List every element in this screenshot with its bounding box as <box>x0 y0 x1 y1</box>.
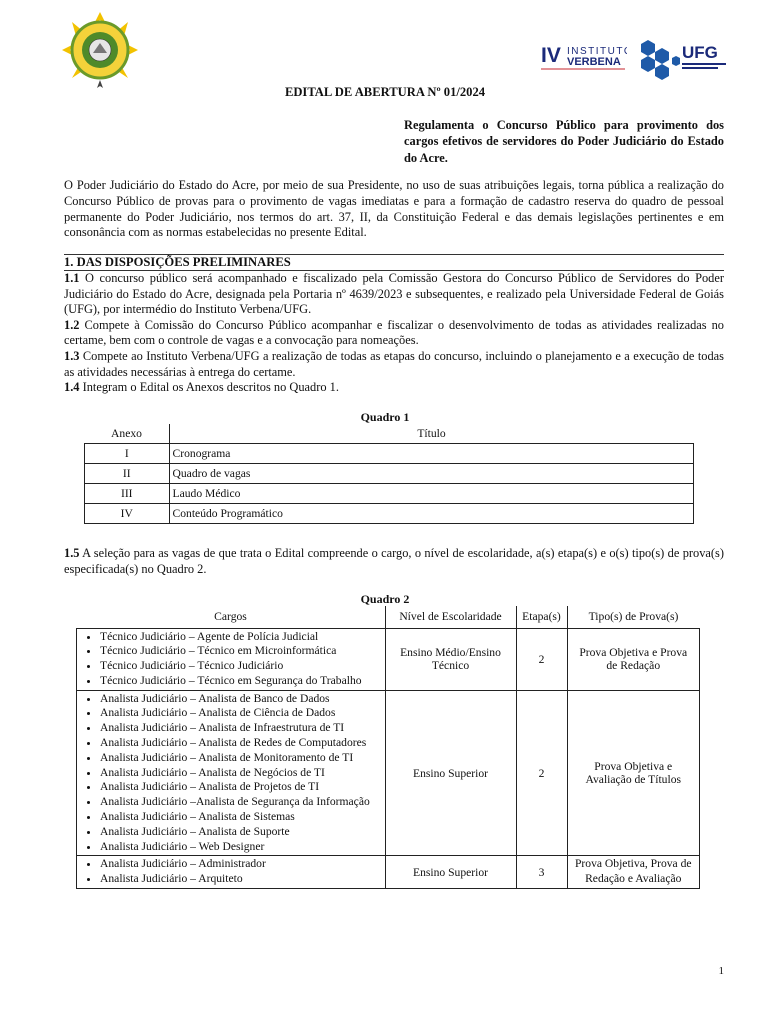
table-row <box>77 628 700 690</box>
anexo-cell: III <box>85 484 170 504</box>
item-number: 1.4 <box>64 380 80 395</box>
item-text: O concurso público será acompanhado e fiscalizado pela Comissão Gestora do Concurso Público de Servidores do Poder Judiciário do Estado do Acre, designada pela Portaria nº 4639/2023 e subsequentes, e realizado pela Universidade Federal de Goiás (UFG), por intermédio do Instituto Verbena/UFG. <box>64 271 724 317</box>
table-row <box>85 444 694 464</box>
header-tipo: Tipo(s) de Prova(s) <box>567 606 700 628</box>
tipo-cell: Prova Objetiva, Prova de Redação e Avaliação <box>567 856 700 889</box>
nivel-cell: Ensino Superior <box>385 690 516 856</box>
tipo-cell: Prova Objetiva e Prova de Redação <box>567 628 700 690</box>
item-1-2 <box>64 318 724 349</box>
etapas-cell: 2 <box>516 628 567 690</box>
titulo-cell: Conteúdo Programático <box>169 504 694 524</box>
nivel-cell: Ensino Superior <box>385 856 516 889</box>
list-item: • Analista Judiciário – Analista de Ciência de Dados <box>100 706 380 721</box>
cargos-cell <box>77 690 386 856</box>
titulo-cell: Laudo Médico <box>169 484 694 504</box>
nivel-cell: Ensino Médio/Ensino Técnico <box>385 628 516 690</box>
quadro1-table <box>84 424 694 524</box>
table-row <box>77 690 700 856</box>
item-number: 1.5 <box>64 546 80 560</box>
ufg-logo <box>636 38 728 82</box>
item-1-1 <box>64 271 724 318</box>
list-item: • Analista Judiciário – Analista de Monitoramento de TI <box>100 751 380 766</box>
tipo-cell: Prova Objetiva e Avaliação de Títulos <box>567 690 700 856</box>
table-header-row <box>77 606 700 628</box>
instituto-verbena-logo <box>541 42 627 74</box>
table-row <box>85 484 694 504</box>
list-item: • Analista Judiciário – Analista de Infraestrutura de TI <box>100 721 380 736</box>
table-header-row <box>85 424 694 444</box>
table-row <box>85 464 694 484</box>
list-item: • Técnico Judiciário – Técnico em Microinformática <box>100 644 380 659</box>
list-item: • Analista Judiciário – Analista de Banco de Dados <box>100 692 380 707</box>
quadro2-table <box>76 606 700 889</box>
table-row <box>85 504 694 524</box>
cargos-cell <box>77 628 386 690</box>
item-number: 1.1 <box>64 271 80 285</box>
item-1-4 <box>64 380 724 396</box>
svg-text:IV: IV <box>541 44 561 67</box>
etapas-cell: 2 <box>516 690 567 856</box>
list-item: • Analista Judiciário – Administrador <box>100 857 380 872</box>
anexo-cell: I <box>85 444 170 464</box>
list-item: • Técnico Judiciário – Técnico em Segurança do Trabalho <box>100 674 380 689</box>
etapas-cell: 3 <box>516 856 567 889</box>
header-nivel: Nível de Escolaridade <box>385 606 516 628</box>
section1-items <box>64 271 724 396</box>
item-text: Compete à Comissão do Concurso Público acompanhar e fiscalizar o desenvolvimento de todas as atividades realizadas no certame, bem com o controle de vagas e a convocação para nomeações. <box>64 317 724 348</box>
item-number: 1.3 <box>64 348 80 363</box>
item-text: Integram o Edital os Anexos descritos no Quadro 1. <box>79 380 339 395</box>
list-item: • Analista Judiciário –Analista de Segurança da Informação <box>100 795 380 810</box>
anexo-cell: II <box>85 464 170 484</box>
titulo-cell: Quadro de vagas <box>169 464 694 484</box>
list-item: • Técnico Judiciário – Técnico Judiciário <box>100 659 380 674</box>
item-number: 1.2 <box>64 317 80 332</box>
header-titulo: Título <box>169 424 694 444</box>
intro-paragraph: O Poder Judiciário do Estado do Acre, por meio de sua Presidente, no uso de suas atribuições legais, torna pública a realização do Concurso Público de provas para o provimento de vagas imediatas e para a formação de cadastro reserva do quadro de pessoal permanente do Poder Judiciário, nos termos do art. 37, II, da Constituição Federal e das demais legislações pertinentes e em consonância com as normas estabelecidas no presente Edital. <box>64 178 724 240</box>
section1-title: 1. DAS DISPOSIÇÕES PRELIMINARES <box>64 255 291 269</box>
list-item: • Técnico Judiciário – Agente de Polícia Judicial <box>100 630 380 645</box>
edital-title: EDITAL DE ABERTURA Nº 01/2024 <box>284 85 486 99</box>
list-item: • Analista Judiciário – Web Designer <box>100 840 380 855</box>
item-text: Compete ao Instituto Verbena/UFG a realização de todas as etapas do concurso, incluindo o planejamento e a execução de todas as atividades necessárias à entrega do certame. <box>64 348 724 379</box>
header-cargos: Cargos <box>77 606 386 628</box>
list-item: • Analista Judiciário – Analista de Redes de Computadores <box>100 736 380 751</box>
list-item: • Analista Judiciário – Analista de Negócios de TI <box>100 766 380 781</box>
edital-summary: Regulamenta o Concurso Público para provimento dos cargos efetivos de servidores do Poder Judiciário do Estado do Acre. <box>404 118 724 165</box>
item-1-3 <box>64 349 724 380</box>
header-anexo: Anexo <box>85 424 170 444</box>
acre-court-seal <box>60 10 140 92</box>
item-1-5 <box>64 546 724 577</box>
item-text: A seleção para as vagas de que trata o Edital compreende o cargo, o nível de escolaridade, a(s) etapa(s) e o(s) tipo(s) de prova(s) especificada(s) no Quadro 2. <box>64 546 724 576</box>
header-etapas: Etapa(s) <box>516 606 567 628</box>
page-number: 1 <box>718 965 724 977</box>
ufg-label: UFG <box>682 43 718 62</box>
list-item: • Analista Judiciário – Arquiteto <box>100 872 380 887</box>
titulo-cell: Cronograma <box>169 444 694 464</box>
list-item: • Analista Judiciário – Analista de Sistemas <box>100 810 380 825</box>
quadro1-caption: Quadro 1 <box>360 410 410 424</box>
verbena-label: VERBENA <box>567 56 621 68</box>
list-item: • Analista Judiciário – Analista de Suporte <box>100 825 380 840</box>
list-item: • Analista Judiciário – Analista de Projetos de TI <box>100 780 380 795</box>
cargos-cell <box>77 856 386 889</box>
anexo-cell: IV <box>85 504 170 524</box>
instituto-label: INSTITUTO <box>567 46 627 57</box>
quadro2-caption: Quadro 2 <box>360 592 410 606</box>
table-row <box>77 856 700 889</box>
